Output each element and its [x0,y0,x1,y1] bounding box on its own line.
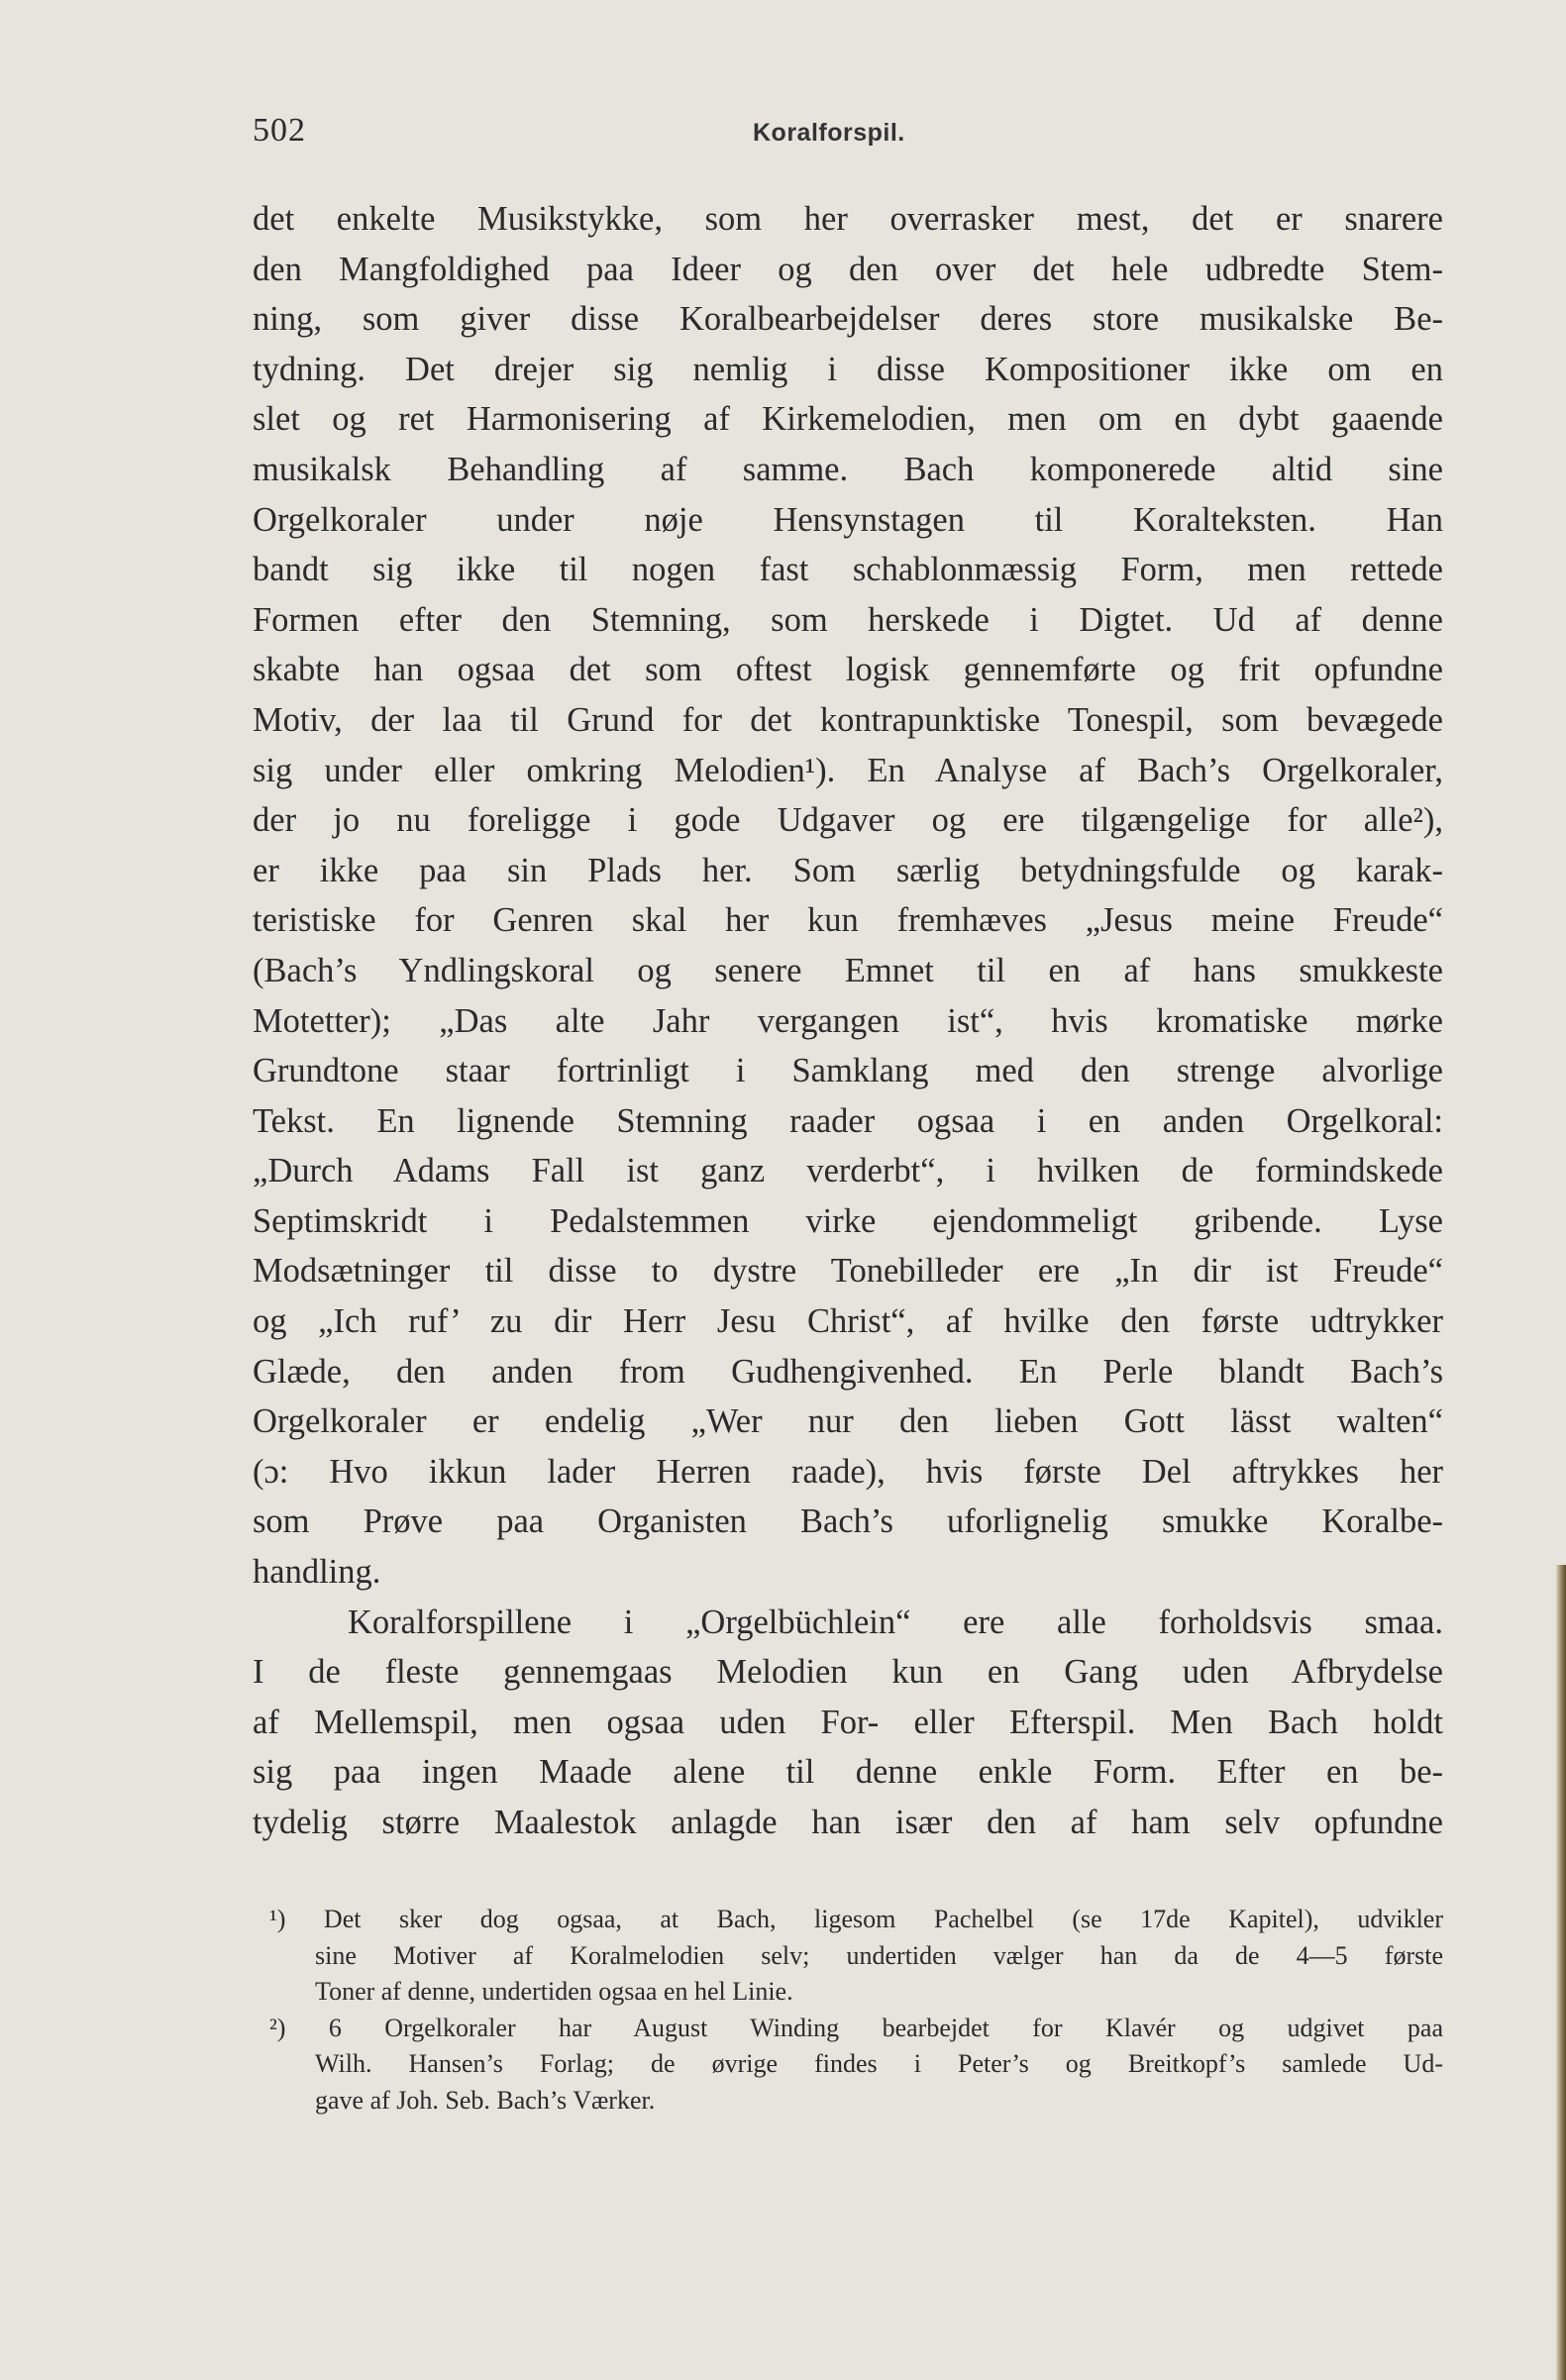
text-line: den Mangfoldighed paa Ideer og den over det hele udbredte Stem- [253,250,1443,288]
text-line: tydning. Det drejer sig nemlig i disse Kompositioner ikke om en [253,350,1443,388]
text-line: teristiske for Genren skal her kun fremhæves „Jesus meine Freude“ [253,901,1443,940]
text-line: Formen efter den Stemning, som herskede i Digtet. Ud af denne [253,600,1443,639]
footnote-1-line: sine Motiver af Koralmelodien selv; undertiden vælger han da de 4—5 første [315,1940,1443,1970]
text-line: Motiv, der laa til Grund for det kontrapunktiske Tonespil, som bevægede [253,700,1443,739]
page-number: 502 [253,112,306,149]
text-line: (Bach’s Yndlingskoral og senere Emnet til en af hans smukkeste [253,951,1443,989]
footnotes [269,1902,1443,2119]
text-line: er ikke paa sin Plads her. Som særlig betydningsfulde og karak- [253,851,1443,889]
text-line: og „Ich ruf’ zu dir Herr Jesu Christ“, af hvilke den første udtrykker [253,1302,1443,1341]
text-line: Glæde, den anden from Gudhengivenhed. En Perle blandt Bach’s [253,1352,1443,1391]
body-text [253,194,1443,1848]
text-line: som Prøve paa Organisten Bach’s uforlignelig smukke Koralbe- [253,1502,1443,1541]
text-line: I de fleste gennemgaas Melodien kun en Gang uden Afbrydelse [253,1653,1443,1692]
footnote-2-line: gave af Joh. Seb. Bach’s Værker. [315,2085,656,2115]
text-line: sig under eller omkring Melodien¹). En Analyse af Bach’s Orgelkoraler, [253,751,1443,789]
text-line: bandt sig ikke til nogen fast schablonmæssig Form, men rettede [253,551,1443,589]
text-line-paragraph-start: Koralforspillene i „Orgelbüchlein“ ere alle forholdsvis smaa. [348,1603,1443,1641]
page-edge-shadow [1556,1565,1566,2380]
text-line: slet og ret Harmonisering af Kirkemelodien, men om en dybt gaaende [253,400,1443,439]
text-line: Septimskridt i Pedalstemmen virke ejendommeligt gribende. Lyse [253,1201,1443,1240]
footnote-1-line: Toner af denne, undertiden ogsaa en hel Linie. [315,1977,793,2006]
footnote-2-line: Wilh. Hansen’s Forlag; de øvrige findes i Peter’s og Breitkopf’s samlede Ud- [315,2049,1443,2078]
text-line: Modsætninger til disse to dystre Tonebilleder ere „In dir ist Freude“ [253,1252,1443,1291]
text-line-paragraph-end: handling. [253,1553,381,1592]
text-line: Grundtone staar fortrinligt i Samklang med den strenge alvorlige [253,1052,1443,1090]
text-line: Orgelkoraler er endelig „Wer nur den lieben Gott lässt walten“ [253,1402,1443,1441]
text-line: der jo nu foreligge i gode Udgaver og ere tilgængelige for alle²), [253,801,1443,840]
footnote-1-line: ¹) Det sker dog ogsaa, at Bach, ligesom Pachelbel (se 17de Kapitel), udvikler [269,1905,1443,1933]
text-line: skabte han ogsaa det som oftest logisk gennemførte og frit opfundne [253,651,1443,689]
text-line: Tekst. En lignende Stemning raader ogsaa i en anden Orgelkoral: [253,1101,1443,1140]
text-line: Motetter); „Das alte Jahr vergangen ist“, hvis kromatiske mørke [253,1001,1443,1040]
text-line: (ɔ: Hvo ikkun lader Herren raade), hvis første Del aftrykkes her [253,1452,1443,1491]
text-line: af Mellemspil, men ogsaa uden For- eller Efterspil. Men Bach holdt [253,1703,1443,1741]
text-line: sig paa ingen Maade alene til denne enkle Form. Efter en be- [253,1753,1443,1792]
text-line: det enkelte Musikstykke, som her overrasker mest, det er snarere [253,200,1443,238]
running-title: Koralforspil. [753,119,905,147]
page-header [253,109,1431,153]
text-line: „Durch Adams Fall ist ganz verderbt“, i hvilken de formindskede [253,1152,1443,1190]
footnote-2-line: ²) 6 Orgelkoraler har August Winding bearbejdet for Klavér og udgivet paa [269,2013,1443,2042]
text-line: ning, som giver disse Koralbearbejdelser deres store musikalske Be- [253,300,1443,339]
text-line: tydelig større Maalestok anlagde han især den af ham selv opfundne [253,1804,1443,1841]
text-line: Orgelkoraler under nøje Hensynstagen til Koralteksten. Han [253,500,1443,539]
text-line: musikalsk Behandling af samme. Bach komponerede altid sine [253,450,1443,488]
